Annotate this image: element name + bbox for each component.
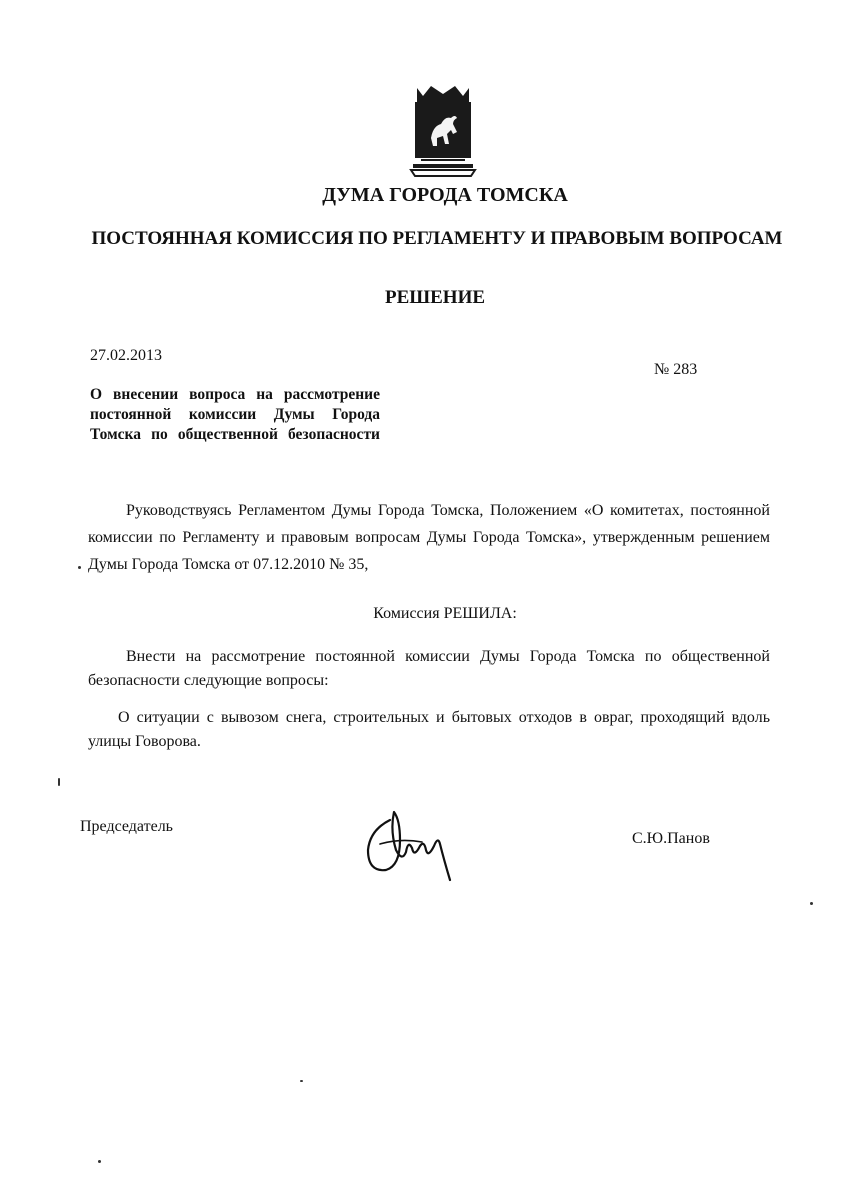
preamble-paragraph: Руководствуясь Регламентом Думы Города Томска, Положением «О комитетах, постоянной комиссии по Регламенту и правовым вопросам Думы Города Томска», утвержденным решением Думы Города Томска от 07.12.2010 № 35, [88,502,770,573]
resolution-item-1: Внести на рассмотрение постоянной комиссии Думы Города Томска по общественной безопасности следующие вопросы: [88,648,770,689]
document-date: 27.02.2013 [90,347,162,364]
resolved-heading: Комиссия РЕШИЛА: [373,605,517,622]
document-subject: О внесении вопроса на рассмотрение постоянной комиссии Думы Города Томска по общественной безопасности [90,386,380,443]
scan-speck [810,902,813,905]
signer-name: С.Ю.Панов [632,830,710,847]
organization-title: ДУМА ГОРОДА ТОМСКА [322,184,568,206]
signer-role: Председатель [80,818,173,835]
scan-speck [78,566,81,569]
handwritten-signature-icon [360,800,470,890]
coat-of-arms-icon [407,86,479,178]
document-number: № 283 [654,361,698,378]
scan-speck [98,1160,101,1163]
commission-title: ПОСТОЯННАЯ КОМИССИЯ ПО РЕГЛАМЕНТУ И ПРАВОВЫМ ВОПРОСАМ [91,228,783,249]
scan-speck [58,778,60,786]
resolution-item-2: О ситуации с вывозом снега, строительных и бытовых отходов в овраг, проходящий вдоль улицы Говорова. [88,709,770,750]
document-type: РЕШЕНИЕ [384,287,486,308]
scan-speck [300,1080,303,1082]
